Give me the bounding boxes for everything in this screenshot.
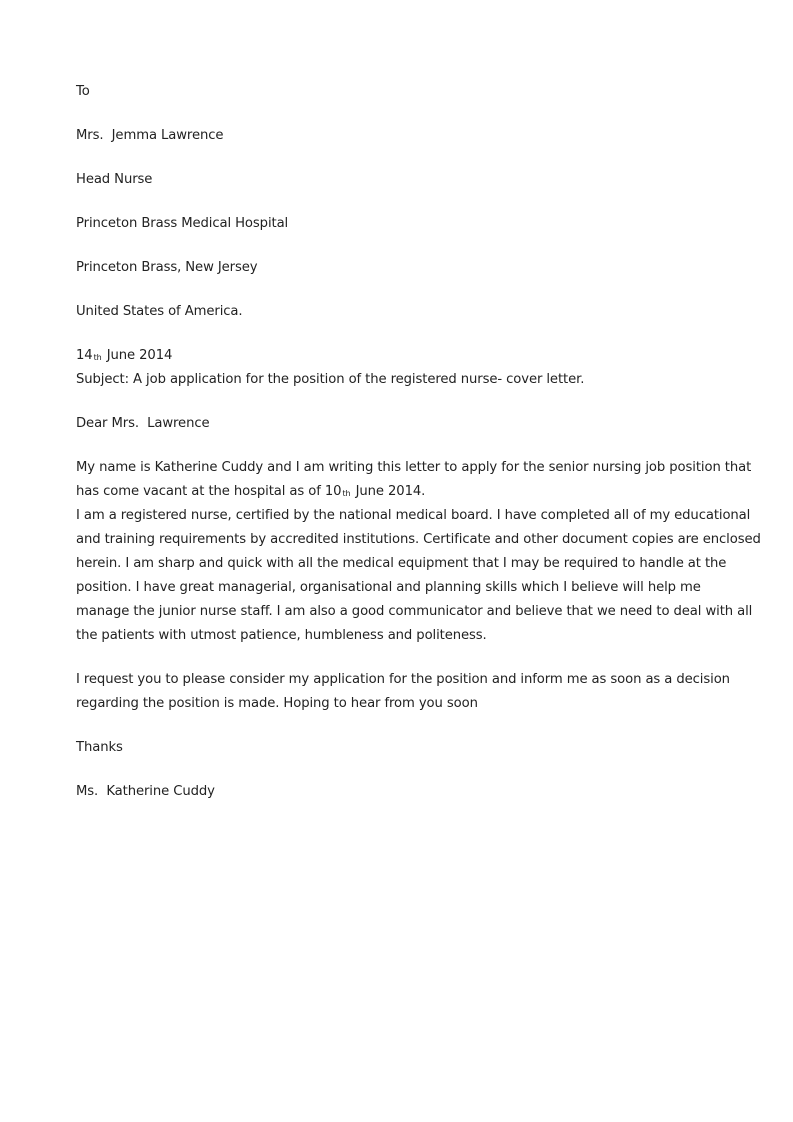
spacer	[76, 148, 726, 168]
letter-date	[76, 344, 726, 368]
spacer	[76, 192, 726, 212]
paragraph-line: My name is Katherine Cuddy and I am writing this letter to apply for the senior nursing job position that	[76, 460, 752, 475]
spacer	[76, 236, 726, 256]
city-state: Princeton Brass, New Jersey	[76, 260, 258, 275]
paragraph-line: manage the junior nurse staff. I am also a good communicator and believe that we need to deal with all	[76, 604, 753, 619]
spacer	[76, 760, 726, 780]
salutation: Dear Mrs. Lawrence	[76, 416, 210, 431]
to-label: To	[76, 84, 90, 99]
recipient-name: Mrs. Jemma Lawrence	[76, 128, 224, 143]
spacer	[76, 324, 726, 344]
body-paragraph-2	[76, 504, 761, 648]
paragraph-line: position. I have great managerial, organisational and planning skills which I believe will help me	[76, 580, 701, 595]
paragraph-line: herein. I am sharp and quick with all the medical equipment that I may be required to handle at the	[76, 556, 727, 571]
hospital-name: Princeton Brass Medical Hospital	[76, 216, 289, 231]
signature: Ms. Katherine Cuddy	[76, 784, 215, 799]
paragraph-line: the patients with utmost patience, humbleness and politeness.	[76, 628, 487, 643]
country: United States of America.	[76, 304, 243, 319]
date-day: 14	[76, 348, 93, 363]
body1-line2-end: June 2014.	[351, 484, 426, 499]
spacer	[76, 104, 726, 124]
body1-ordinal: th	[342, 489, 351, 498]
spacer	[76, 280, 726, 300]
paragraph-line: regarding the position is made. Hoping to hear from you soon	[76, 696, 478, 711]
paragraph-line: I request you to please consider my application for the position and inform me as soon as a decision	[76, 672, 730, 687]
spacer	[76, 392, 726, 412]
date-month-year: June 2014	[102, 348, 173, 363]
body-paragraph-3	[76, 668, 730, 716]
spacer	[76, 716, 726, 736]
spacer	[76, 436, 726, 456]
subject-line: Subject: A job application for the position of the registered nurse- cover letter.	[76, 372, 585, 387]
paragraph-line: and training requirements by accredited institutions. Certificate and other document copies are enclosed	[76, 532, 761, 547]
body-paragraph-1	[76, 456, 752, 504]
recipient-title: Head Nurse	[76, 172, 153, 187]
paragraph-line: I am a registered nurse, certified by the national medical board. I have completed all of my educational	[76, 508, 751, 523]
spacer	[76, 648, 726, 668]
paragraph-line	[76, 480, 726, 504]
closing: Thanks	[76, 740, 123, 755]
date-ordinal: th	[93, 353, 102, 362]
body1-line2-text: has come vacant at the hospital as of 10	[76, 484, 342, 499]
cover-letter	[76, 80, 761, 804]
